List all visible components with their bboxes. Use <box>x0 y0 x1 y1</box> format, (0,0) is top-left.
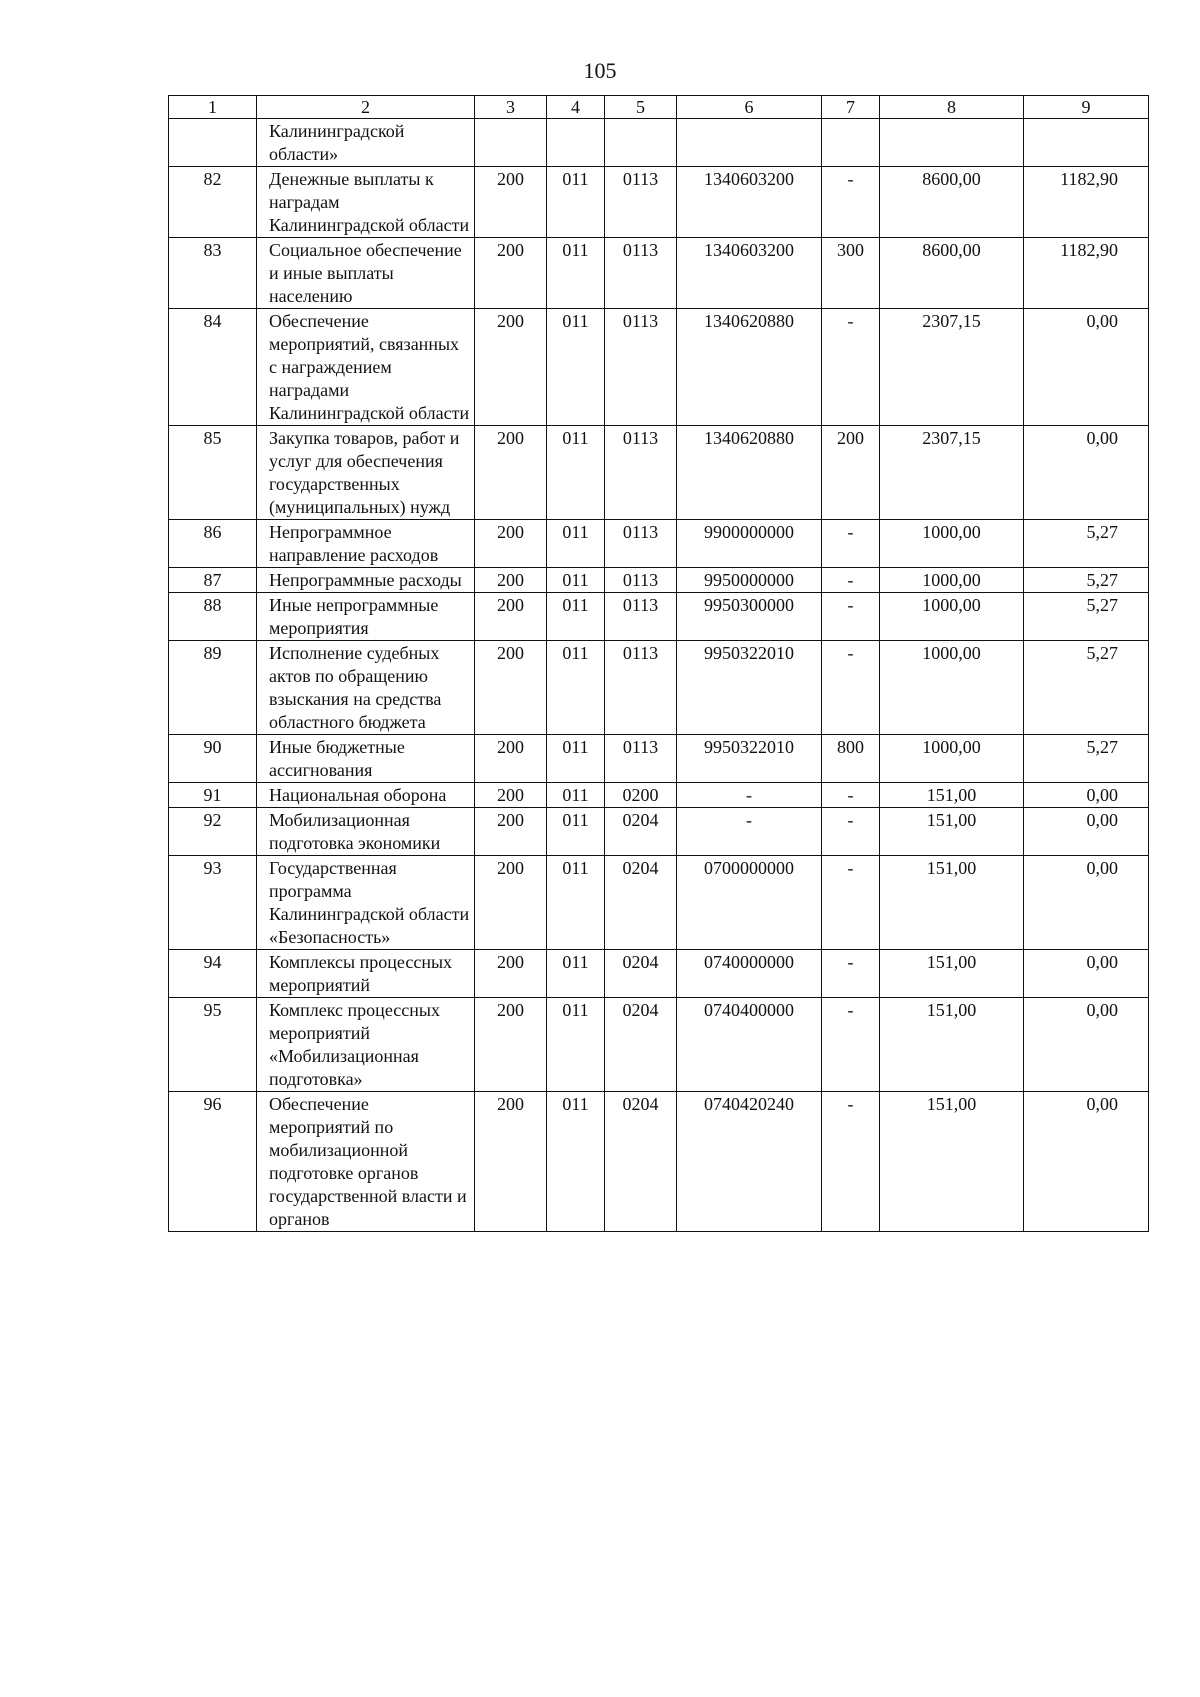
code-7-cell: - <box>822 641 880 735</box>
code-7-cell: - <box>822 568 880 593</box>
row-number-cell: 91 <box>169 783 257 808</box>
row-number-cell: 94 <box>169 950 257 998</box>
code-7-cell: - <box>822 998 880 1092</box>
code-3-cell <box>475 119 547 167</box>
code-4-cell: 011 <box>547 568 605 593</box>
code-6-cell: 0700000000 <box>677 856 822 950</box>
code-6-cell: 9950300000 <box>677 593 822 641</box>
code-3-cell: 200 <box>475 783 547 808</box>
amount-9-cell: 5,27 <box>1024 568 1149 593</box>
column-header: 5 <box>605 96 677 119</box>
row-number-cell: 86 <box>169 520 257 568</box>
table-row <box>169 998 1149 1092</box>
amount-9-cell: 5,27 <box>1024 735 1149 783</box>
code-3-cell: 200 <box>475 808 547 856</box>
code-4-cell: 011 <box>547 1092 605 1232</box>
code-4-cell: 011 <box>547 426 605 520</box>
code-4-cell: 011 <box>547 950 605 998</box>
table-row <box>169 593 1149 641</box>
row-name-cell: Иные бюджетные ассигнования <box>257 735 475 783</box>
code-4-cell: 011 <box>547 783 605 808</box>
page-number: 105 <box>583 58 617 83</box>
table-header-row <box>169 96 1149 119</box>
amount-8-cell: 1000,00 <box>880 520 1024 568</box>
row-name-cell: Обеспечение мероприятий, связанных с награждением наградами Калининградской области <box>257 309 475 426</box>
code-6-cell: 1340620880 <box>677 426 822 520</box>
code-3-cell: 200 <box>475 309 547 426</box>
code-3-cell: 200 <box>475 856 547 950</box>
code-7-cell: 800 <box>822 735 880 783</box>
table-body <box>169 119 1149 1232</box>
amount-8-cell: 8600,00 <box>880 238 1024 309</box>
code-6-cell: 1340603200 <box>677 167 822 238</box>
column-header: 4 <box>547 96 605 119</box>
code-6-cell: 0740400000 <box>677 998 822 1092</box>
table-row <box>169 856 1149 950</box>
table-row <box>169 167 1149 238</box>
code-5-cell: 0113 <box>605 568 677 593</box>
code-7-cell: - <box>822 856 880 950</box>
code-6-cell: - <box>677 808 822 856</box>
code-5-cell: 0204 <box>605 950 677 998</box>
row-name-cell: Национальная оборона <box>257 783 475 808</box>
amount-9-cell: 0,00 <box>1024 808 1149 856</box>
code-7-cell: - <box>822 167 880 238</box>
amount-9-cell: 0,00 <box>1024 998 1149 1092</box>
code-6-cell: 9950322010 <box>677 735 822 783</box>
column-header: 7 <box>822 96 880 119</box>
code-4-cell: 011 <box>547 641 605 735</box>
code-7-cell: 200 <box>822 426 880 520</box>
row-number-cell <box>169 119 257 167</box>
amount-9-cell: 0,00 <box>1024 1092 1149 1232</box>
row-name-cell: Иные непрограммные мероприятия <box>257 593 475 641</box>
code-4-cell: 011 <box>547 856 605 950</box>
amount-9-cell: 1182,90 <box>1024 238 1149 309</box>
code-7-cell <box>822 119 880 167</box>
code-6-cell: 1340620880 <box>677 309 822 426</box>
row-name-cell: Социальное обеспечение и иные выплаты населению <box>257 238 475 309</box>
code-3-cell: 200 <box>475 950 547 998</box>
amount-9-cell: 0,00 <box>1024 309 1149 426</box>
amount-9-cell: 1182,90 <box>1024 167 1149 238</box>
code-7-cell: - <box>822 783 880 808</box>
table-row <box>169 426 1149 520</box>
table-row <box>169 950 1149 998</box>
code-6-cell: 9950322010 <box>677 641 822 735</box>
table-row <box>169 783 1149 808</box>
amount-9-cell: 0,00 <box>1024 783 1149 808</box>
code-5-cell: 0113 <box>605 426 677 520</box>
row-name-cell: Государственная программа Калининградской области «Безопасность» <box>257 856 475 950</box>
code-5-cell: 0113 <box>605 735 677 783</box>
amount-8-cell: 1000,00 <box>880 568 1024 593</box>
column-header: 6 <box>677 96 822 119</box>
code-6-cell <box>677 119 822 167</box>
code-4-cell: 011 <box>547 520 605 568</box>
code-5-cell: 0204 <box>605 808 677 856</box>
amount-9-cell: 5,27 <box>1024 593 1149 641</box>
table-row <box>169 735 1149 783</box>
row-name-cell: Обеспечение мероприятий по мобилизационной подготовке органов государственной власти и органов <box>257 1092 475 1232</box>
code-4-cell <box>547 119 605 167</box>
amount-8-cell: 151,00 <box>880 783 1024 808</box>
code-4-cell: 011 <box>547 238 605 309</box>
code-4-cell: 011 <box>547 593 605 641</box>
code-6-cell: 0740420240 <box>677 1092 822 1232</box>
amount-8-cell: 151,00 <box>880 998 1024 1092</box>
code-5-cell: 0113 <box>605 520 677 568</box>
code-7-cell: - <box>822 808 880 856</box>
code-6-cell: - <box>677 783 822 808</box>
code-5-cell: 0113 <box>605 309 677 426</box>
code-5-cell: 0204 <box>605 998 677 1092</box>
code-3-cell: 200 <box>475 568 547 593</box>
code-5-cell: 0204 <box>605 856 677 950</box>
row-number-cell: 87 <box>169 568 257 593</box>
code-4-cell: 011 <box>547 808 605 856</box>
column-header: 8 <box>880 96 1024 119</box>
row-name-cell: Мобилизационная подготовка экономики <box>257 808 475 856</box>
table-row <box>169 641 1149 735</box>
code-4-cell: 011 <box>547 735 605 783</box>
row-number-cell: 83 <box>169 238 257 309</box>
budget-table <box>168 95 1149 1232</box>
column-header: 2 <box>257 96 475 119</box>
code-5-cell: 0113 <box>605 593 677 641</box>
row-name-cell: Комплекс процессных мероприятий «Мобилизационная подготовка» <box>257 998 475 1092</box>
code-7-cell: - <box>822 950 880 998</box>
code-3-cell: 200 <box>475 520 547 568</box>
row-number-cell: 96 <box>169 1092 257 1232</box>
code-5-cell: 0113 <box>605 641 677 735</box>
code-5-cell: 0113 <box>605 238 677 309</box>
code-6-cell: 0740000000 <box>677 950 822 998</box>
row-name-cell: Непрограммные расходы <box>257 568 475 593</box>
table-row <box>169 808 1149 856</box>
table-row <box>169 1092 1149 1232</box>
amount-8-cell: 151,00 <box>880 808 1024 856</box>
amount-8-cell: 1000,00 <box>880 593 1024 641</box>
code-6-cell: 9950000000 <box>677 568 822 593</box>
row-number-cell: 93 <box>169 856 257 950</box>
column-header: 9 <box>1024 96 1149 119</box>
table-row <box>169 119 1149 167</box>
amount-9-cell: 5,27 <box>1024 641 1149 735</box>
code-3-cell: 200 <box>475 641 547 735</box>
amount-8-cell: 151,00 <box>880 1092 1024 1232</box>
row-number-cell: 82 <box>169 167 257 238</box>
code-7-cell: - <box>822 309 880 426</box>
code-7-cell: - <box>822 520 880 568</box>
code-3-cell: 200 <box>475 238 547 309</box>
code-7-cell: 300 <box>822 238 880 309</box>
table-row <box>169 520 1149 568</box>
amount-8-cell: 151,00 <box>880 950 1024 998</box>
amount-8-cell: 151,00 <box>880 856 1024 950</box>
column-header: 3 <box>475 96 547 119</box>
row-name-cell: Комплексы процессных мероприятий <box>257 950 475 998</box>
code-4-cell: 011 <box>547 167 605 238</box>
amount-8-cell: 1000,00 <box>880 641 1024 735</box>
amount-8-cell: 1000,00 <box>880 735 1024 783</box>
table-row <box>169 568 1149 593</box>
code-5-cell <box>605 119 677 167</box>
amount-9-cell: 0,00 <box>1024 426 1149 520</box>
code-6-cell: 9900000000 <box>677 520 822 568</box>
row-name-cell: Непрограммное направление расходов <box>257 520 475 568</box>
code-7-cell: - <box>822 593 880 641</box>
code-6-cell: 1340603200 <box>677 238 822 309</box>
code-5-cell: 0113 <box>605 167 677 238</box>
column-header: 1 <box>169 96 257 119</box>
table-row <box>169 309 1149 426</box>
amount-9-cell: 0,00 <box>1024 856 1149 950</box>
row-name-cell: Закупка товаров, работ и услуг для обеспечения государственных (муниципальных) нужд <box>257 426 475 520</box>
row-number-cell: 88 <box>169 593 257 641</box>
row-number-cell: 84 <box>169 309 257 426</box>
code-3-cell: 200 <box>475 426 547 520</box>
amount-9-cell <box>1024 119 1149 167</box>
row-number-cell: 90 <box>169 735 257 783</box>
amount-8-cell: 2307,15 <box>880 426 1024 520</box>
code-3-cell: 200 <box>475 998 547 1092</box>
row-name-cell: Исполнение судебных актов по обращению взыскания на средства областного бюджета <box>257 641 475 735</box>
amount-8-cell <box>880 119 1024 167</box>
amount-9-cell: 5,27 <box>1024 520 1149 568</box>
row-number-cell: 95 <box>169 998 257 1092</box>
row-number-cell: 92 <box>169 808 257 856</box>
table-row <box>169 238 1149 309</box>
code-4-cell: 011 <box>547 309 605 426</box>
code-3-cell: 200 <box>475 167 547 238</box>
code-3-cell: 200 <box>475 593 547 641</box>
code-3-cell: 200 <box>475 735 547 783</box>
code-4-cell: 011 <box>547 998 605 1092</box>
code-5-cell: 0200 <box>605 783 677 808</box>
amount-8-cell: 2307,15 <box>880 309 1024 426</box>
amount-9-cell: 0,00 <box>1024 950 1149 998</box>
row-name-cell: Калининградской области» <box>257 119 475 167</box>
row-number-cell: 89 <box>169 641 257 735</box>
amount-8-cell: 8600,00 <box>880 167 1024 238</box>
code-7-cell: - <box>822 1092 880 1232</box>
code-5-cell: 0204 <box>605 1092 677 1232</box>
row-number-cell: 85 <box>169 426 257 520</box>
code-3-cell: 200 <box>475 1092 547 1232</box>
row-name-cell: Денежные выплаты к наградам Калининградской области <box>257 167 475 238</box>
